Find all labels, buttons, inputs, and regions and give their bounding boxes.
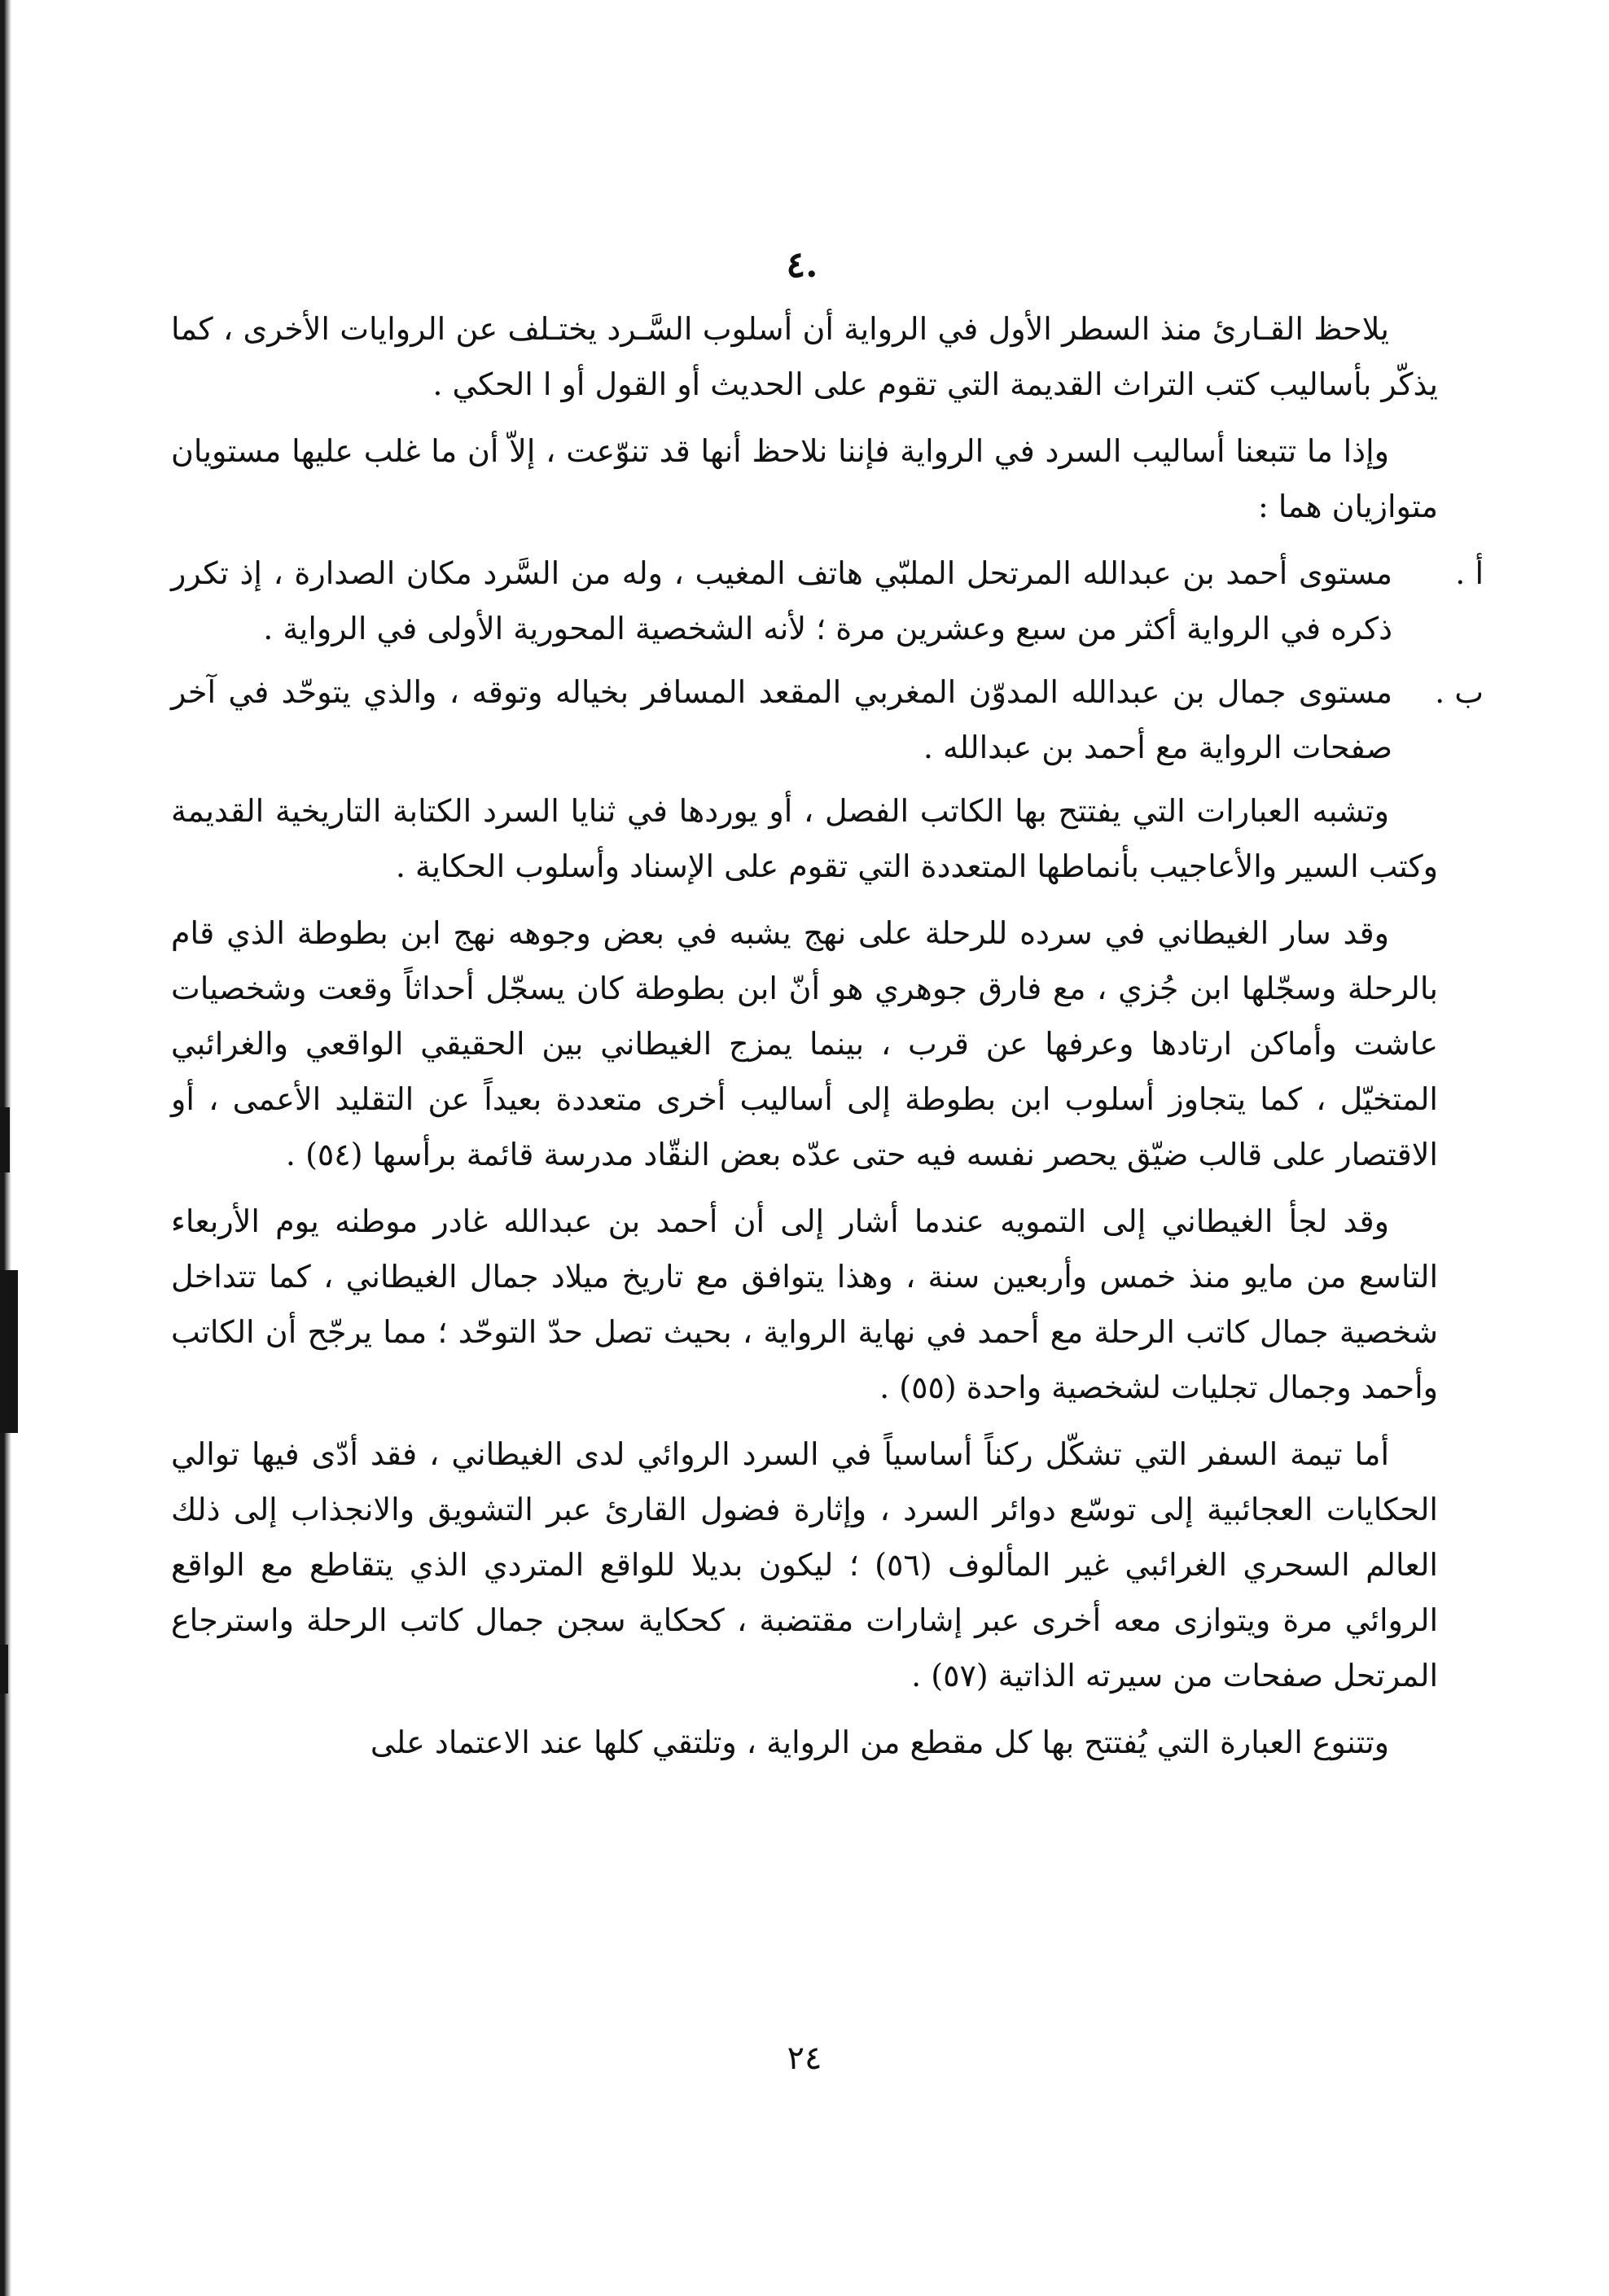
list-item-b (171, 664, 1484, 775)
paragraph: وتشبه العبارات التي يفتتح بها الكاتب الفصل ، أو يوردها في ثنايا السرد الكتابة التاريخية القديمة وكتب السير والأعاجيب بأنماطها المتعددة التي تقوم على الإسناد وأسلوب الحكاية . (171, 793, 1438, 884)
list-item-text: مستوى جمال بن عبدالله المدوّن المغربي المقعد المسافر بخياله وتوقه ، والذي يتوحّد في آخر صفحات الرواية مع أحمد بن عبدالله . (171, 674, 1392, 765)
paragraph: أما تيمة السفر التي تشكّل ركناً أساسياً في السرد الروائي لدى الغيطاني ، فقد أدّى فيها توالي الحكايات العجائبية إلى توسّع دوائر السرد ، وإثارة فضول القارئ عبر التشويق والانجذاب إلى ذلك العالم السحري الغرائبي غير المألوف (٥٦) ؛ ليكون بديلا للواقع المتردي الذي يتقاطع مع الواقع الروائي مرة ويتوازى معه أخرى عبر إشارات مقتضبة ، كحكاية سجن جمال كاتب الرحلة واسترجاع المرتحل صفحات من سيرته الذاتية (٥٧) . (171, 1436, 1438, 1694)
scan-tear-mark (0, 1645, 8, 1694)
list-item-label: أ . (1455, 555, 1484, 591)
list-item-text: مستوى أحمد بن عبدالله المرتحل الملبّي هاتف المغيب ، وله من السَّرد مكان الصدارة ، إذ تكرر ذكره في الرواية أكثر من سبع وعشرين مرة ؛ لأنه الشخصية المحورية الأولى في الرواية . (171, 555, 1392, 646)
list-item-label: ب . (1435, 674, 1484, 710)
paragraph: وقد لجأ الغيطاني إلى التمويه عندما أشار إلى أن أحمد بن عبدالله غادر موطنه يوم الأربعاء التاسع من مايو منذ خمس وأربعين سنة ، وهذا يتوافق مع تاريخ ميلاد جمال الغيطاني ، كما تتداخل شخصية جمال كاتب الرحلة مع أحمد في نهاية الرواية ، بحيث تصل حدّ التوحّد ؛ مما يرجّح أن الكاتب وأحمد وجمال تجليات لشخصية واحدة (٥٥) . (171, 1203, 1438, 1405)
paragraph: وإذا ما تتبعنا أساليب السرد في الرواية فإننا نلاحظ أنها قد تنوّعت ، إلاّ أن ما غلب عليها مستويان متوازيان هما : (171, 433, 1438, 524)
paragraph: وتتنوع العبارة التي يُفتتح بها كل مقطع من الرواية ، وتلتقي كلها عند الاعتماد على (370, 1724, 1389, 1760)
paragraph: وقد سار الغيطاني في سرده للرحلة على نهج يشبه في بعض وجوهه نهج ابن بطوطة الذي قام بالرحلة وسجّلها ابن جُزي ، مع فارق جوهري هو أنّ ابن بطوطة كان يسجّل أحداثاً وقعت وشخصيات عاشت وأماكن ارتادها وعرفها عن قرب ، بينما يمزج الغيطاني بين الحقيقي الواقعي والغرائبي المتخيّل ، كما يتجاوز أسلوب ابن بطوطة إلى أساليب أخرى متعددة بعيداً عن التقليد الأعمى ، أو الاقتصار على قالب ضيّق يحصر نفسه فيه حتى عدّه بعض النقّاد مدرسة قائمة برأسها (٥٤) . (171, 915, 1438, 1172)
list-item-a (171, 546, 1484, 656)
page-number: ٢٤ (787, 2040, 822, 2077)
paragraph: يلاحظ القـارئ منذ السطر الأول في الرواية أن أسلوب السَّـرد يختـلف عن الروايات الأخرى ، كما يذكّر بأساليب كتب التراث القديمة التي تقوم على الحديث أو القول أو ا الحكي . (171, 311, 1438, 402)
section-number: .٤ (786, 244, 818, 286)
scan-tear-mark (0, 1107, 10, 1172)
body-text (171, 301, 1484, 1781)
scan-tear-mark (0, 1270, 18, 1433)
